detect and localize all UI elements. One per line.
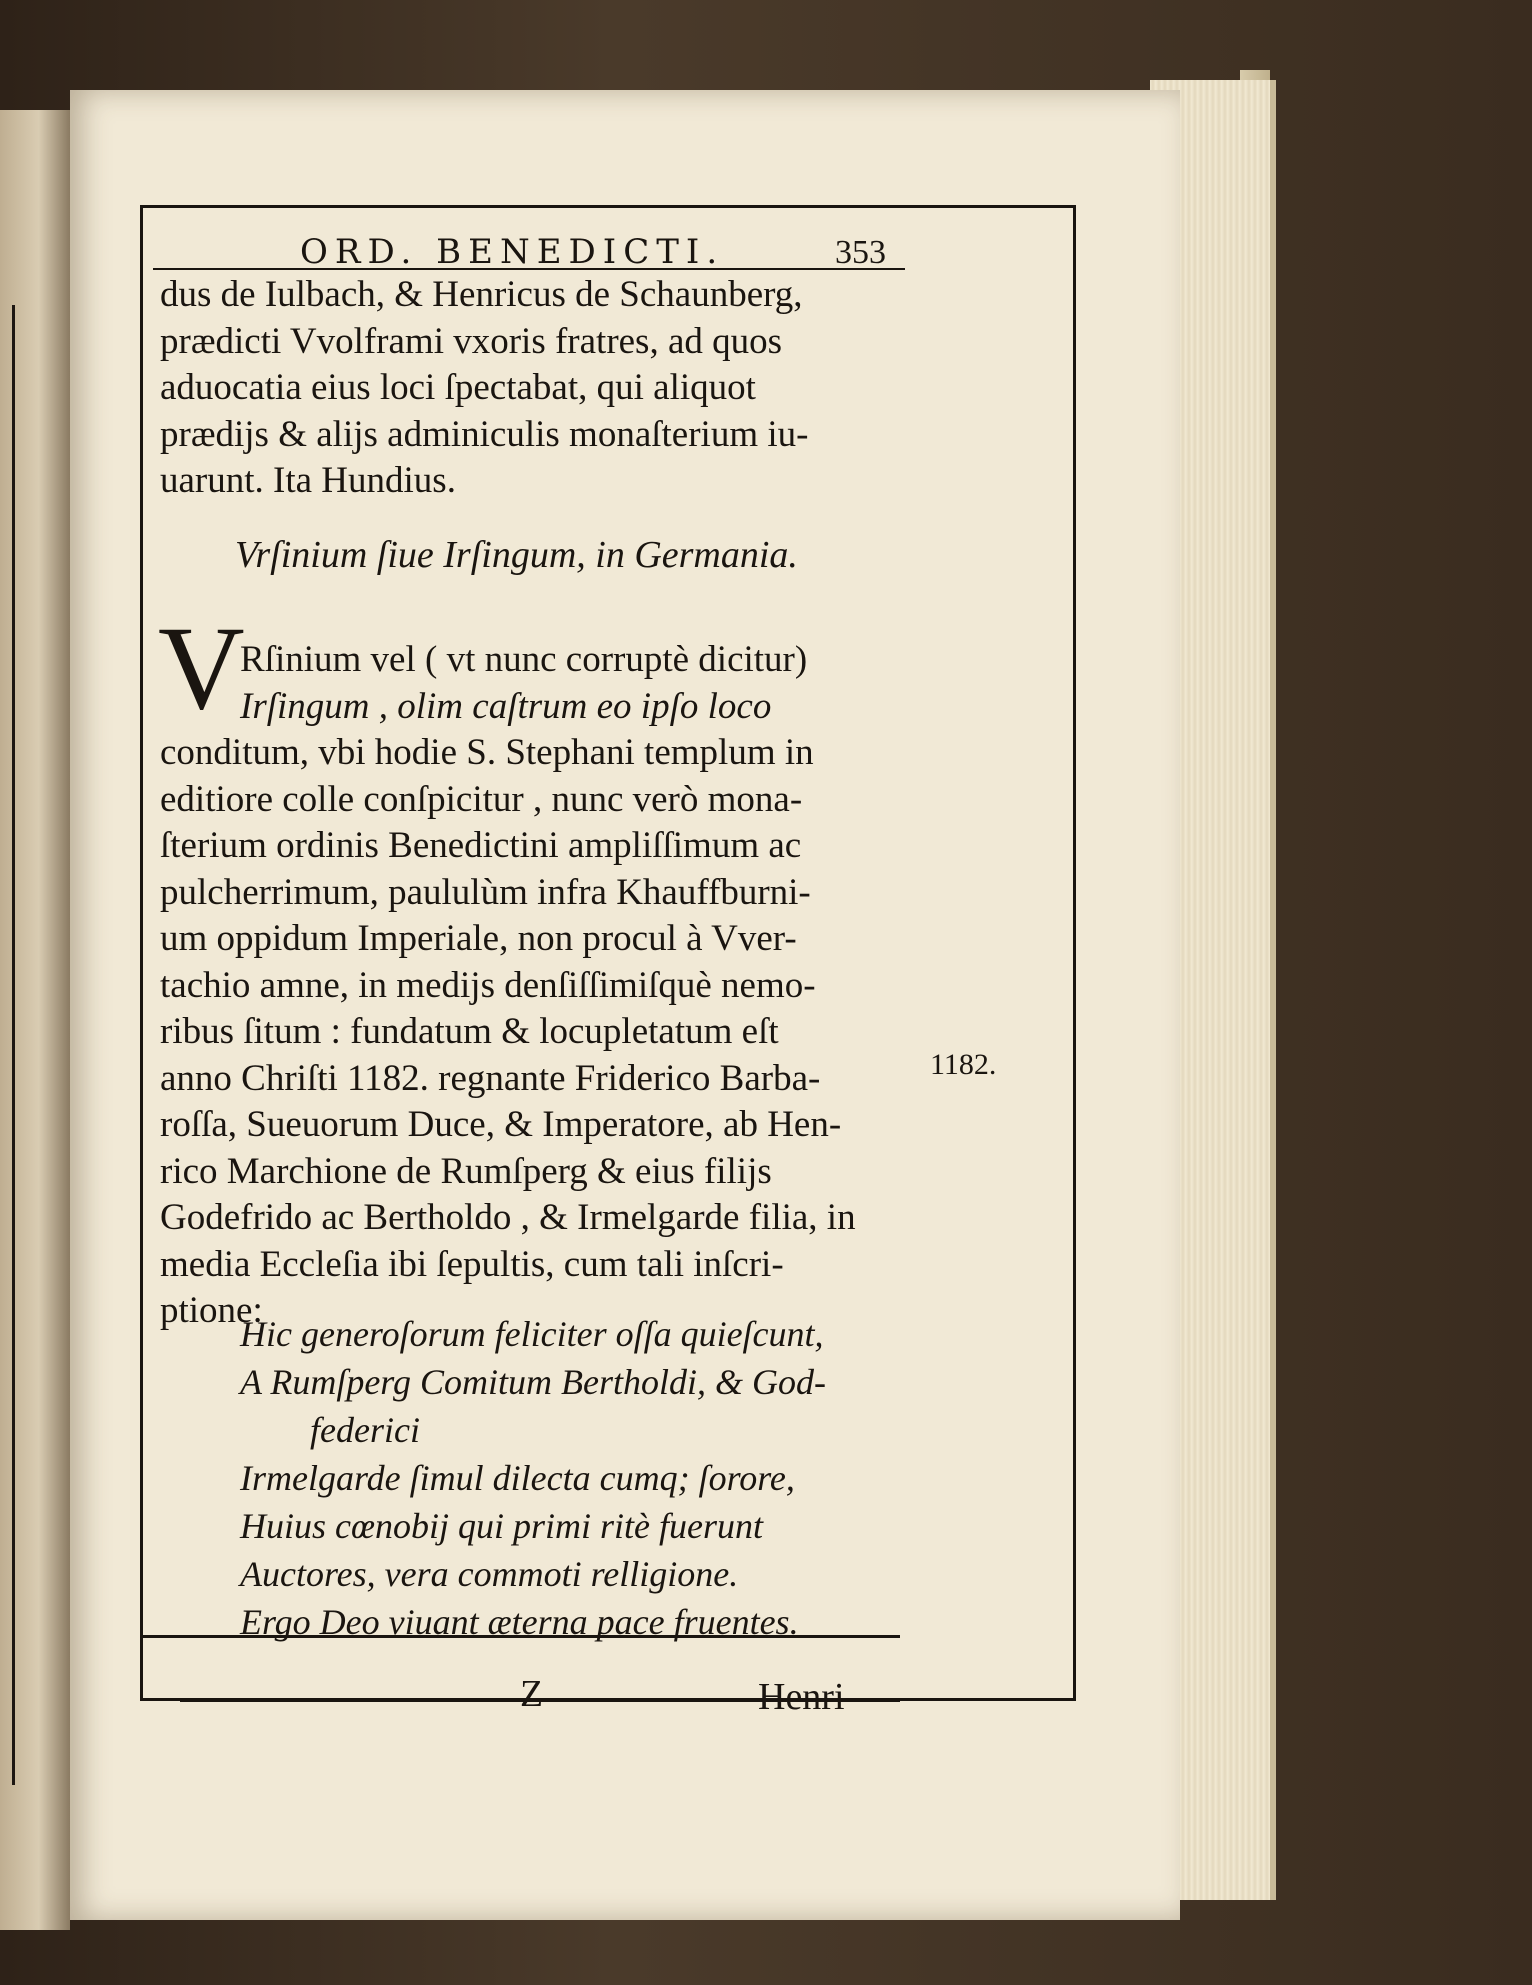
text-line: prædijs & alijs adminiculis monaſterium iu- [160, 413, 809, 455]
main-paragraph [160, 730, 900, 1335]
text-line: rico Marchione de Rumſperg & eius filijs [160, 1150, 772, 1192]
text-line: Rſinium vel ( vt nunc corruptè dicitur) [240, 639, 808, 680]
left-page-edge [0, 110, 70, 1930]
text-line: prædicti Vvolframi vxoris fratres, ad quos [160, 320, 783, 362]
text-line: dus de Iulbach, & Henricus de Schaunberg, [160, 274, 803, 315]
header-rule-top [170, 205, 1070, 208]
drop-cap: V [158, 601, 245, 734]
text-line: anno Chriſti 1182. regnante Friderico Barba- [160, 1057, 821, 1099]
text-line: uarunt. Ita Hundius. [160, 460, 456, 501]
text-line: editiore colle conſpicitur , nunc verò mona- [160, 778, 803, 820]
verse-line: Ergo Deo viuant æterna pace fruentes. [240, 1602, 799, 1642]
text-line: pulcherrimum, paululùm infra Khauffburni- [160, 871, 811, 913]
text-line: media Eccleſia ibi ſepultis, cum tali inſcri- [160, 1243, 784, 1285]
verse-line: federici [310, 1410, 420, 1450]
text-line: ribus ſitum : fundatum & locupletatum eſt [160, 1011, 779, 1052]
verse-line: Irmelgarde ſimul dilecta cumq; ſorore, [240, 1458, 795, 1498]
first-lines [240, 637, 890, 730]
text-line: ptione: [160, 1290, 263, 1331]
page-number: 353 [835, 234, 886, 271]
left-page-rule [0, 305, 15, 1785]
text-line: ſterium ordinis Benedictini ampliſſimum ac [160, 825, 802, 866]
text-line: Godefrido ac Bertholdo , & Irmelgarde filia, in [160, 1197, 856, 1238]
intro-paragraph [160, 272, 900, 505]
section-heading: Vrſinium ſiue Irſingum, in Germania. [235, 534, 798, 576]
footer-rule [180, 1700, 900, 1702]
verse-line: A Rumſperg Comitum Bertholdi, & God- [240, 1362, 826, 1402]
running-head: ORD. BENEDICTI. [300, 232, 725, 272]
text-line: um oppidum Imperiale, non procul à Vver- [160, 918, 797, 959]
text-line: aduocatia eius loci ſpectabat, qui aliquot [160, 367, 756, 408]
text-line: tachio amne, in medijs denſiſſimiſquè nemo- [160, 964, 816, 1006]
verse-line: Auctores, vera commoti relligione. [240, 1554, 739, 1594]
signature-mark: Z [520, 1673, 544, 1715]
text-line: Irſingum , olim caſtrum eo ipſo loco [240, 685, 772, 727]
bottom-rule [140, 1635, 900, 1638]
epitaph-verse [240, 1310, 826, 1646]
catchword: Henri- [758, 1676, 858, 1718]
margin-note-year: 1182. [930, 1048, 997, 1081]
verse-line: Huius cœnobij qui primi ritè fuerunt [240, 1506, 764, 1546]
text-line: roſſa, Sueuorum Duce, & Imperatore, ab Hen- [160, 1104, 842, 1145]
text-line: conditum, vbi hodie S. Stephani templum in [160, 732, 814, 773]
verse-line: Hic generoſorum feliciter oſſa quieſcunt, [240, 1314, 824, 1354]
